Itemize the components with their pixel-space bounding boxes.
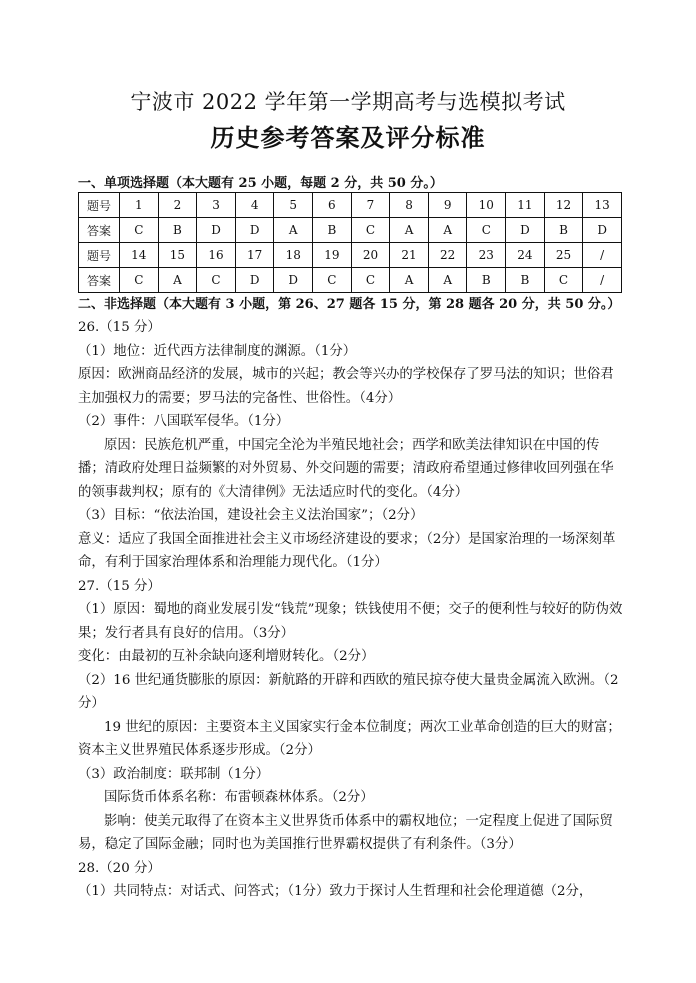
q27-part3-impact: 影响：使美元取得了在资本主义世界货币体系中的霸权地位；一定程度上促进了国际贸易，稳定了国际金融；同时也为美国推行世界霸权提供了有利条件。（3分） [78,813,613,852]
answer-table-row [79,193,622,218]
answer-table-cell: 25 [544,243,583,268]
answer-table-cell: B [313,218,352,243]
answer-table-cell: A [390,218,429,243]
answer-table-cell: 6 [313,193,352,218]
answer-table-cell: D [274,268,313,293]
exam-title: 宁波市 2022 学年第一学期高考与选模拟考试 [130,90,566,114]
answer-table [78,192,622,293]
answer-table-cell: C [351,268,390,293]
answer-table-cell: D [235,218,274,243]
document-subtitle: 历史参考答案及评分标准 [210,123,486,152]
answer-table-cell: 15 [158,243,197,268]
answer-table-cell: / [583,243,622,268]
q26-part2-reason: 原因：民族危机严重，中国完全沦为半殖民地社会；西学和欧美法律知识在中国的传播；清政府处理日益频繁的对外贸易、外交问题的需要；清政府希望通过修律收回列强在华的领事裁判权；原有的《大清律例》无法适应时代的变化。（4分） [78,437,614,500]
answer-table-cell: 2 [158,193,197,218]
answer-table-cell: D [197,218,236,243]
answer-table-cell: 19 [313,243,352,268]
answer-table-cell: A [428,218,467,243]
answer-table-cell: 16 [197,243,236,268]
answer-table-row-header: 答案 [79,218,120,243]
answer-table-cell: 1 [120,193,159,218]
answer-table-cell: B [544,218,583,243]
answer-table-row [79,268,622,293]
answer-table-row-header: 题号 [79,243,120,268]
q28-part1-features: （1）共同特点：对话式、问答式；（1分）致力于探讨人生哲理和社会伦理道德（2分， [78,884,593,899]
answer-table-row [79,218,622,243]
answer-table-cell: A [158,268,197,293]
answer-table-cell: C [120,218,159,243]
answer-table-cell: 7 [351,193,390,218]
answer-table-cell: 9 [428,193,467,218]
answer-body [78,316,626,904]
answer-table-cell: B [506,268,545,293]
answer-table-cell: 8 [390,193,429,218]
answer-table-cell: C [544,268,583,293]
answer-table-cell: 21 [390,243,429,268]
answer-table-cell: 23 [467,243,506,268]
answer-table-cell: 10 [467,193,506,218]
answer-table-row-header: 题号 [79,193,120,218]
answer-table-cell: 4 [235,193,274,218]
q27-part1-change: 变化：由最初的互补余缺向逐利增财转化。（2分） [78,649,375,664]
q26-part1-status: （1）地位：近代西方法律制度的渊源。（1分） [78,343,357,359]
q26-title: 26.（15 分） [78,320,161,335]
q27-part2-19th-century: 19 世纪的原因：主要资本主义国家实行金本位制度；两次工业革命创造的巨大的财富；资本主义世界殖民体系逐步形成。（2分） [78,719,621,758]
answer-table-cell: D [506,218,545,243]
answer-table-cell: 24 [506,243,545,268]
answer-table-cell: D [235,268,274,293]
answer-table-cell: C [351,218,390,243]
q27-title: 27.（15 分） [78,578,161,594]
q27-part2-16th-century: （2）16 世纪通货膨胀的原因：新航路的开辟和西欧的殖民掠夺使大量贵金属流入欧洲。（2分） [78,672,619,711]
q27-part3-monetary-system: 国际货币体系名称：布雷顿森林体系。（2分） [104,790,374,805]
answer-table-cell: / [583,268,622,293]
q26-part3-significance: 意义：适应了我国全面推进社会主义市场经济建设的要求；（2分）是国家治理的一场深刻革命，有利于国家治理体系和治理能力现代化。（1分） [78,531,616,570]
q28-title: 28.（20 分） [78,860,161,876]
answer-table-cell: C [313,268,352,293]
answer-table-cell: 17 [235,243,274,268]
answer-table-row-header: 答案 [79,268,120,293]
section1-heading: 一、单项选择题（本大题有 25 小题，每题 2 分，共 50 分。） [78,176,443,191]
answer-table-cell: 18 [274,243,313,268]
answer-table-cell: 5 [274,193,313,218]
answer-table-row [79,243,622,268]
answer-table-cell: C [120,268,159,293]
q27-part1-reason: （1）原因：蜀地的商业发展引发“钱荒”现象；铁钱使用不便；交子的便利性与较好的防伪效果；发行者具有良好的信用。（3分） [78,602,623,641]
q26-part1-reason: 原因：欧洲商品经济的发展，城市的兴起；教会等兴办的学校保存了罗马法的知识；世俗君主加强权力的需要；罗马法的完备性、世俗性。（4分） [78,367,614,406]
answer-table-cell: 20 [351,243,390,268]
answer-table-cell: B [158,218,197,243]
answer-table-cell: C [197,268,236,293]
answer-table-cell: 11 [506,193,545,218]
q26-part2-event: （2）事件：八国联军侵华。（1分） [78,414,290,429]
q26-part3-goal: （3）目标：“依法治国，建设社会主义法治国家”；（2分） [78,508,424,523]
answer-table-cell: 22 [428,243,467,268]
answer-table-cell: B [467,268,506,293]
answer-table-cell: A [274,218,313,243]
answer-table-cell: C [467,218,506,243]
q27-part3-political-system: （3）政治制度：联邦制（1分） [78,766,270,782]
answer-table-cell: A [390,268,429,293]
answer-table-cell: 13 [583,193,622,218]
answer-table-cell: 14 [120,243,159,268]
answer-table-cell: 12 [544,193,583,218]
section2-heading: 二、非选择题（本大题有 3 小题，第 26、27 题各 15 分，第 28 题各 20 分，共 50 分。） [78,297,621,312]
answer-table-cell: A [428,268,467,293]
answer-table-cell: 3 [197,193,236,218]
answer-table-cell: D [583,218,622,243]
